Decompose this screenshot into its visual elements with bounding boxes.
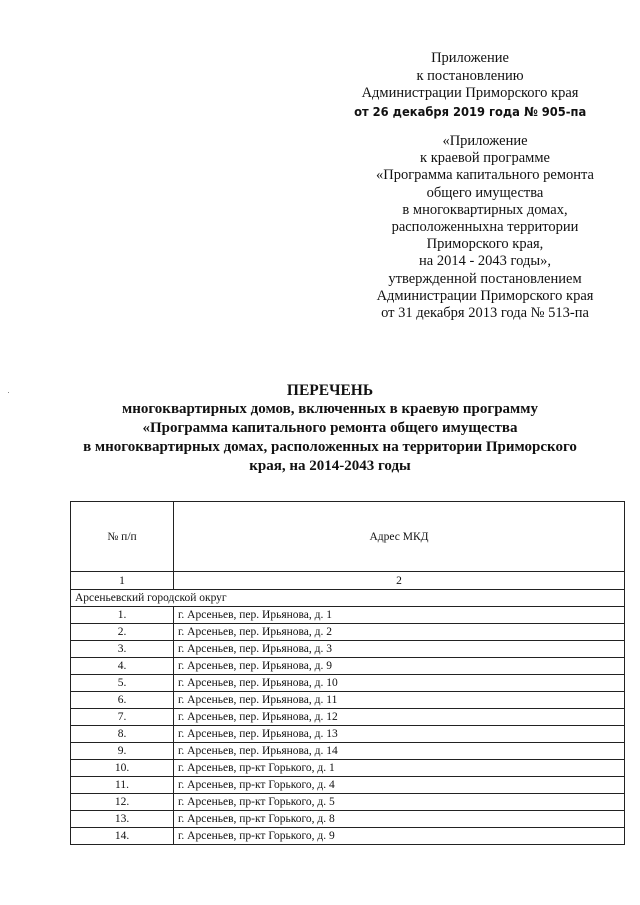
resolution-stamp: от 26 декабря 2019 года № 905-па <box>353 103 587 119</box>
program-annex-line: к краевой программе <box>420 150 550 167</box>
annex-line: Приложение <box>431 50 509 66</box>
row-address: г. Арсеньев, пер. Ирьянова, д. 13 <box>174 726 625 743</box>
title-line: ПЕРЕЧЕНЬ <box>286 382 374 399</box>
table-row <box>71 692 625 709</box>
table-row <box>71 777 625 794</box>
program-annex-header <box>340 133 630 322</box>
row-address: г. Арсеньев, пер. Ирьянова, д. 3 <box>174 641 625 658</box>
scan-mark <box>8 392 9 393</box>
row-number: 1. <box>71 607 174 624</box>
table-index-row <box>71 572 625 590</box>
title-line: многоквартирных домов, включенных в краевую программу <box>122 401 538 417</box>
column-index-address: 2 <box>174 572 625 590</box>
row-number: 10. <box>71 760 174 777</box>
row-address: г. Арсеньев, пер. Ирьянова, д. 12 <box>174 709 625 726</box>
program-annex-line: от 31 декабря 2013 года № 513-па <box>381 305 589 322</box>
table-row <box>71 828 625 845</box>
annex-header <box>320 50 620 121</box>
table-row <box>71 709 625 726</box>
row-address: г. Арсеньев, пер. Ирьянова, д. 1 <box>174 607 625 624</box>
table-row <box>71 641 625 658</box>
row-address: г. Арсеньев, пр-кт Горького, д. 8 <box>174 811 625 828</box>
annex-line: Администрации Приморского края <box>361 85 579 101</box>
program-annex-line: «Программа капитального ремонта <box>376 167 594 184</box>
row-address: г. Арсеньев, пр-кт Горького, д. 5 <box>174 794 625 811</box>
title-line: края, на 2014-2043 годы <box>249 458 411 474</box>
title-line: «Программа капитального ремонта общего имущества <box>142 420 518 436</box>
row-number: 14. <box>71 828 174 845</box>
program-annex-line: общего имущества <box>426 184 544 201</box>
program-annex-line: Администрации Приморского края <box>376 287 594 304</box>
row-number: 12. <box>71 794 174 811</box>
table-row <box>71 658 625 675</box>
row-number: 13. <box>71 811 174 828</box>
buildings-table <box>70 501 625 845</box>
column-header-address: Адрес МКД <box>174 502 625 572</box>
row-address: г. Арсеньев, пр-кт Горького, д. 1 <box>174 760 625 777</box>
row-address: г. Арсеньев, пер. Ирьянова, д. 14 <box>174 743 625 760</box>
table-header-row <box>71 502 625 572</box>
program-annex-line: расположенныхна территории <box>391 219 579 236</box>
row-number: 4. <box>71 658 174 675</box>
title-line: в многоквартирных домах, расположенных на территории Приморского <box>83 439 577 455</box>
table-group-row <box>71 590 625 607</box>
row-number: 6. <box>71 692 174 709</box>
row-address: г. Арсеньев, пр-кт Горького, д. 9 <box>174 828 625 845</box>
row-number: 7. <box>71 709 174 726</box>
program-annex-line: в многоквартирных домах, <box>402 201 568 218</box>
row-address: г. Арсеньев, пер. Ирьянова, д. 11 <box>174 692 625 709</box>
table-row <box>71 743 625 760</box>
row-number: 11. <box>71 777 174 794</box>
document-title <box>60 381 600 476</box>
row-address: г. Арсеньев, пр-кт Горького, д. 4 <box>174 777 625 794</box>
table-row <box>71 607 625 624</box>
row-address: г. Арсеньев, пер. Ирьянова, д. 2 <box>174 624 625 641</box>
table-row <box>71 760 625 777</box>
table-row <box>71 794 625 811</box>
row-address: г. Арсеньев, пер. Ирьянова, д. 9 <box>174 658 625 675</box>
group-label: Арсеньевский городской округ <box>71 590 625 607</box>
column-index-number: 1 <box>71 572 174 590</box>
table-row <box>71 675 625 692</box>
table-row <box>71 811 625 828</box>
row-number: 8. <box>71 726 174 743</box>
program-annex-line: утвержденной постановлением <box>388 270 582 287</box>
program-annex-line: «Приложение <box>442 133 528 149</box>
row-number: 5. <box>71 675 174 692</box>
table-row <box>71 624 625 641</box>
table-row <box>71 726 625 743</box>
program-annex-line: Приморского края, <box>426 236 544 253</box>
program-annex-line: на 2014 - 2043 годы», <box>419 253 551 270</box>
annex-line: к постановлению <box>416 67 524 84</box>
row-address: г. Арсеньев, пер. Ирьянова, д. 10 <box>174 675 625 692</box>
row-number: 9. <box>71 743 174 760</box>
column-header-number: № п/п <box>71 502 174 572</box>
row-number: 2. <box>71 624 174 641</box>
row-number: 3. <box>71 641 174 658</box>
